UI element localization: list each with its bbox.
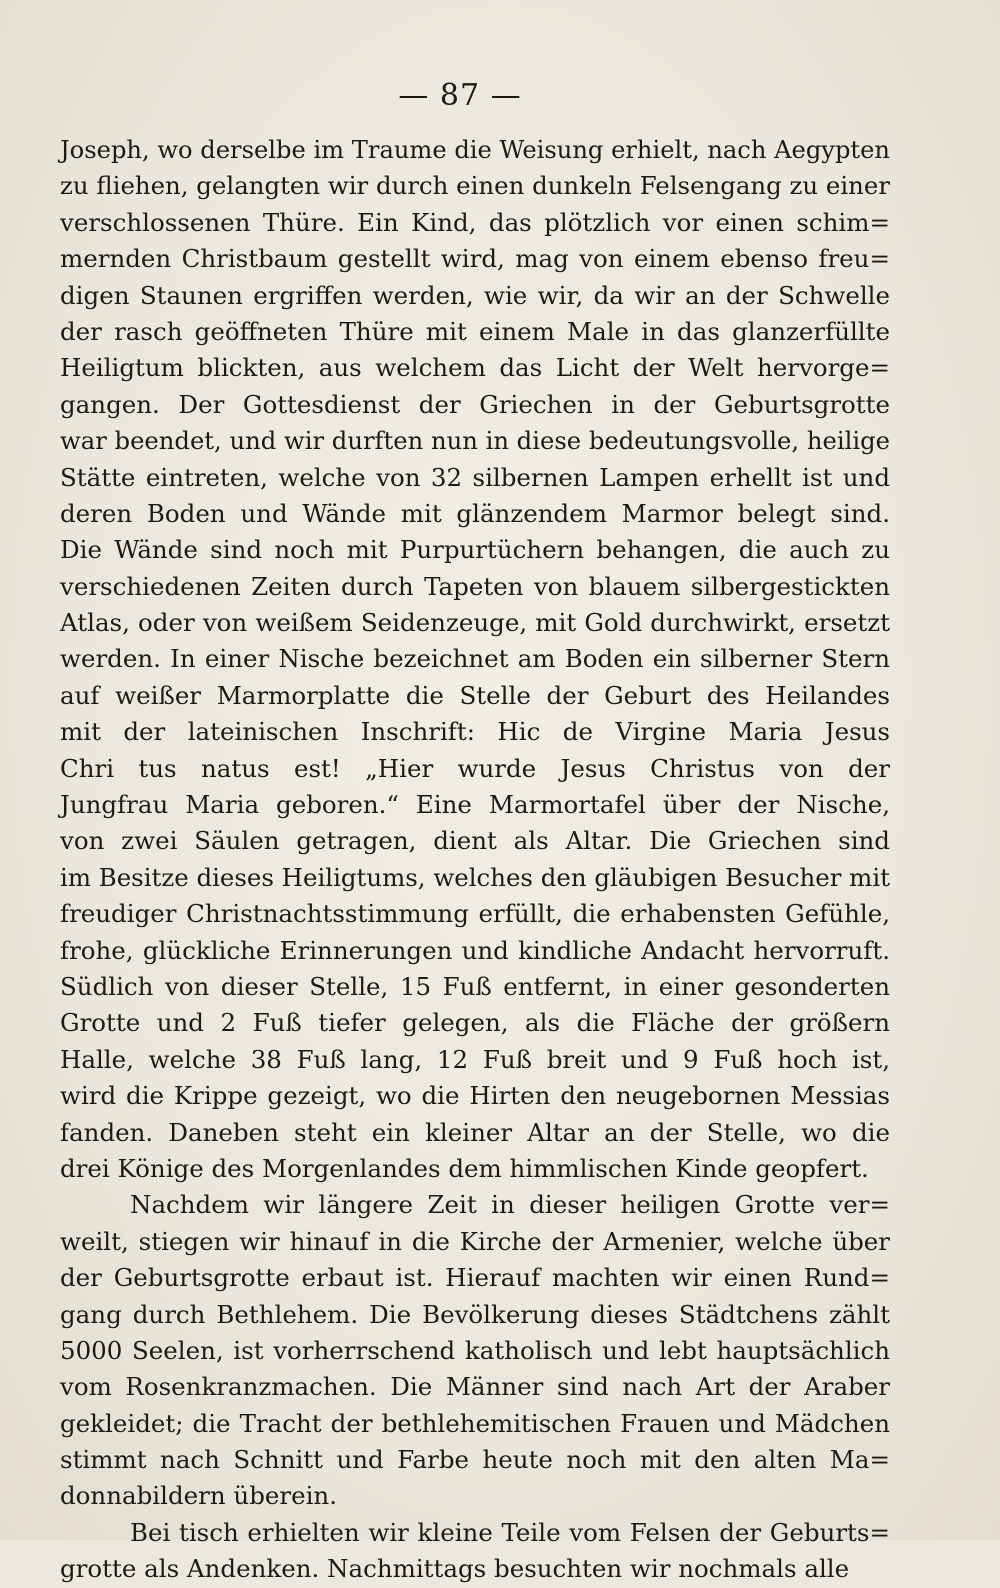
text-line: zu fliehen, gelangten wir durch einen dunkeln Felsengang zu einer	[60, 171, 890, 201]
text-line: Chri tus natus est! „Hier wurde Jesus Christus von der	[60, 753, 890, 783]
text-line: von zwei Säulen getragen, dient als Altar. Die Griechen sind	[60, 826, 890, 856]
text-line: gekleidet; die Tracht der bethlehemitischen Frauen und Mädchen	[60, 1408, 890, 1438]
text-line: Stätte eintreten, welche von 32 silbernen Lampen erhellt ist und	[60, 462, 890, 492]
text-line: der Geburtsgrotte erbaut ist. Hierauf machten wir einen Rund=	[60, 1263, 890, 1293]
text-line: weilt, stiegen wir hinauf in die Kirche der Armenier, welche über	[60, 1226, 890, 1256]
text-line: drei Könige des Morgenlandes dem himmlischen Kinde geopfert.	[60, 1153, 869, 1183]
text-line: 5000 Seelen, ist vorherrschend katholisch und lebt hauptsächlich	[60, 1335, 890, 1365]
text-line: mit der lateinischen Inschrift: Hic de Virgine Maria Jesus	[60, 717, 890, 747]
text-line: freudiger Christnachtsstimmung erfüllt, die erhabensten Gefühle,	[60, 899, 890, 929]
page-number: — 87 —	[398, 78, 522, 113]
text-line: gang durch Bethlehem. Die Bevölkerung dieses Städtchens zählt	[60, 1299, 890, 1329]
text-line: auf weißer Marmorplatte die Stelle der Geburt des Heilandes	[60, 680, 890, 710]
text-line: deren Boden und Wände mit glänzendem Marmor belegt sind.	[60, 498, 890, 528]
text-line: verschiedenen Zeiten durch Tapeten von blauem silbergestickten	[60, 571, 890, 601]
text-line: stimmt nach Schnitt und Farbe heute noch mit den alten Ma=	[60, 1445, 890, 1475]
text-line: grotte als Andenken. Nachmittags besuchten wir nochmals alle	[60, 1554, 850, 1584]
text-line: Bei tisch erhielten wir kleine Teile vom Felsen der Geburts=	[130, 1517, 890, 1547]
text-line: mernden Christbaum gestellt wird, mag von einem ebenso freu=	[60, 244, 890, 274]
text-line: vom Rosenkranzmachen. Die Männer sind nach Art der Araber	[60, 1372, 890, 1402]
text-line: im Besitze dieses Heiligtums, welches den gläubigen Besucher mit	[60, 862, 890, 892]
text-line: Halle, welche 38 Fuß lang, 12 Fuß breit und 9 Fuß hoch ist,	[60, 1044, 890, 1074]
text-line: werden. In einer Nische bezeichnet am Boden ein silberner Stern	[60, 644, 890, 674]
text-line: Atlas, oder von weißem Seidenzeuge, mit Gold durchwirkt, ersetzt	[60, 608, 890, 638]
text-line: fanden. Daneben steht ein kleiner Altar an der Stelle, wo die	[60, 1117, 890, 1147]
text-line: war beendet, und wir durften nun in diese bedeutungsvolle, heilige	[60, 426, 890, 456]
text-line: Jungfrau Maria geboren.“ Eine Marmortafel über der Nische,	[60, 790, 890, 820]
text-line: Joseph, wo derselbe im Traume die Weisung erhielt, nach Aegypten	[60, 135, 890, 164]
text-line: gangen. Der Gottesdienst der Griechen in der Geburtsgrotte	[60, 389, 890, 419]
body-text	[60, 132, 890, 1588]
text-line: donnabildern überein.	[60, 1481, 337, 1511]
text-line: frohe, glückliche Erinnerungen und kindliche Andacht hervorruft.	[60, 935, 890, 965]
text-line: Nachdem wir längere Zeit in dieser heiligen Grotte ver=	[130, 1190, 890, 1220]
text-line: verschlossenen Thüre. Ein Kind, das plötzlich vor einen schim=	[60, 207, 890, 237]
text-line: wird die Krippe gezeigt, wo die Hirten den neugebornen Messias	[60, 1081, 890, 1111]
text-line: Die Wände sind noch mit Purpurtüchern behangen, die auch zu	[60, 535, 890, 565]
text-line: Südlich von dieser Stelle, 15 Fuß entfernt, in einer gesonderten	[60, 971, 890, 1001]
text-line: Heiligtum blickten, aus welchem das Licht der Welt hervorge=	[60, 353, 890, 383]
text-line: der rasch geöffneten Thüre mit einem Male in das glanzerfüllte	[60, 316, 890, 346]
text-line: digen Staunen ergriffen werden, wie wir, da wir an der Schwelle	[60, 280, 890, 310]
text-line: Grotte und 2 Fuß tiefer gelegen, als die Fläche der größern	[60, 1008, 890, 1038]
